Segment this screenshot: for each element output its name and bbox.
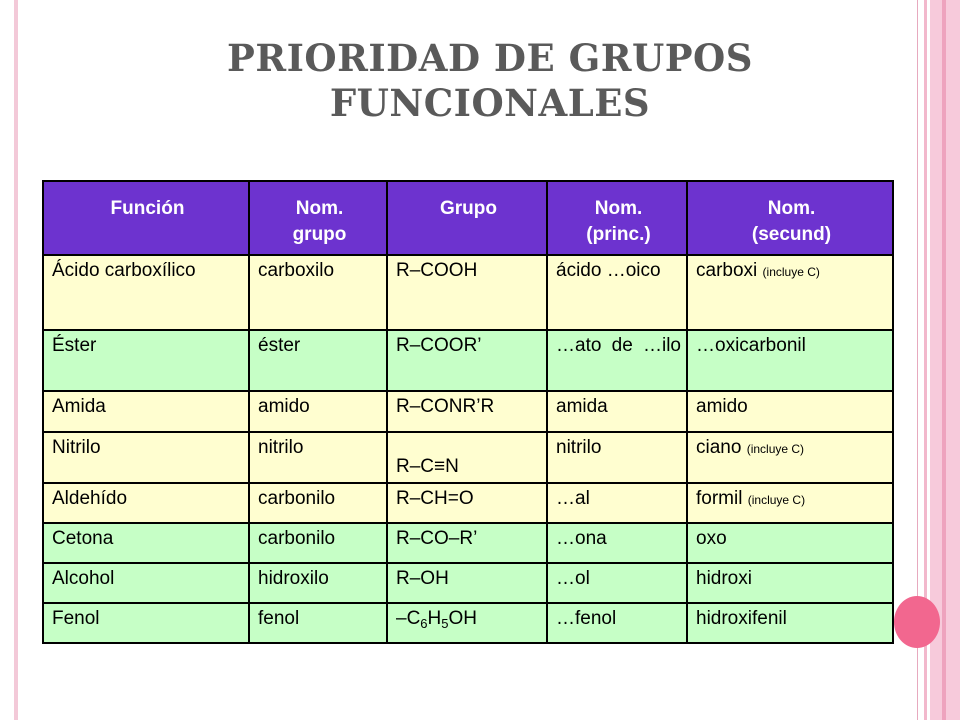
cell-nom-princ: amida xyxy=(547,391,687,432)
cell-nom-secund: hidroxifenil xyxy=(687,603,893,643)
cell-nom-grupo: amido xyxy=(249,391,387,432)
table-row xyxy=(43,391,893,432)
cell-grupo: R–OH xyxy=(387,563,547,603)
cell-funcion: Cetona xyxy=(43,523,249,563)
cell-nom-princ: nitrilo xyxy=(547,432,687,483)
cell-nom-secund: ciano (incluye C) xyxy=(687,432,893,483)
cell-nom-grupo: carbonilo xyxy=(249,483,387,523)
left-decorative-rule xyxy=(14,0,18,720)
cell-grupo: R–C≡N xyxy=(387,432,547,483)
cell-nom-grupo: carboxilo xyxy=(249,255,387,330)
cell-nom-princ: ácido …oico xyxy=(547,255,687,330)
cell-funcion: Ácido carboxílico xyxy=(43,255,249,330)
table-row xyxy=(43,432,893,483)
header-grupo: Grupo xyxy=(387,181,547,255)
cell-grupo: R–CH=O xyxy=(387,483,547,523)
cell-funcion: Nitrilo xyxy=(43,432,249,483)
cell-nom-secund: oxo xyxy=(687,523,893,563)
cell-nom-secund: carboxi (incluye C) xyxy=(687,255,893,330)
cell-grupo: R–COOR’ xyxy=(387,330,547,391)
cell-nom-secund: formil (incluye C) xyxy=(687,483,893,523)
cell-funcion: Éster xyxy=(43,330,249,391)
header-nom-princ: Nom. (princ.) xyxy=(547,181,687,255)
cell-nom-princ: …fenol xyxy=(547,603,687,643)
header-nom-secund: Nom. (secund) xyxy=(687,181,893,255)
table-row xyxy=(43,523,893,563)
cell-nom-grupo: hidroxilo xyxy=(249,563,387,603)
cell-grupo: $-C_6H_5OH$ xyxy=(387,603,547,643)
cell-nom-secund: …oxicarbonil xyxy=(687,330,893,391)
table-row xyxy=(43,483,893,523)
cell-nom-grupo: carbonilo xyxy=(249,523,387,563)
header-funcion: Función xyxy=(43,181,249,255)
cell-nom-princ: …ol xyxy=(547,563,687,603)
cell-nom-secund: amido xyxy=(687,391,893,432)
cell-funcion: Aldehído xyxy=(43,483,249,523)
slide-title: PRIORIDAD DE GRUPOS FUNCIONALES xyxy=(227,36,753,125)
table-row xyxy=(43,255,893,330)
header-nom-grupo: Nom. grupo xyxy=(249,181,387,255)
table-header-row xyxy=(43,181,893,255)
cell-nom-grupo: éster xyxy=(249,330,387,391)
functional-groups-table xyxy=(42,180,894,644)
cell-grupo: R–CONR’R xyxy=(387,391,547,432)
cell-funcion: Amida xyxy=(43,391,249,432)
cell-funcion: Fenol xyxy=(43,603,249,643)
cell-nom-grupo: fenol xyxy=(249,603,387,643)
cell-grupo: R–CO–R’ xyxy=(387,523,547,563)
cell-nom-princ: …ona xyxy=(547,523,687,563)
table-row xyxy=(43,603,893,643)
cell-nom-grupo: nitrilo xyxy=(249,432,387,483)
table-row xyxy=(43,563,893,603)
cell-nom-princ: …al xyxy=(547,483,687,523)
table-row xyxy=(43,330,893,391)
cell-grupo: R–COOH xyxy=(387,255,547,330)
cell-nom-secund: hidroxi xyxy=(687,563,893,603)
right-stripe xyxy=(942,0,946,720)
decorative-pink-dot xyxy=(894,596,940,648)
cell-nom-princ: …ato de …ilo xyxy=(547,330,687,391)
cell-funcion: Alcohol xyxy=(43,563,249,603)
